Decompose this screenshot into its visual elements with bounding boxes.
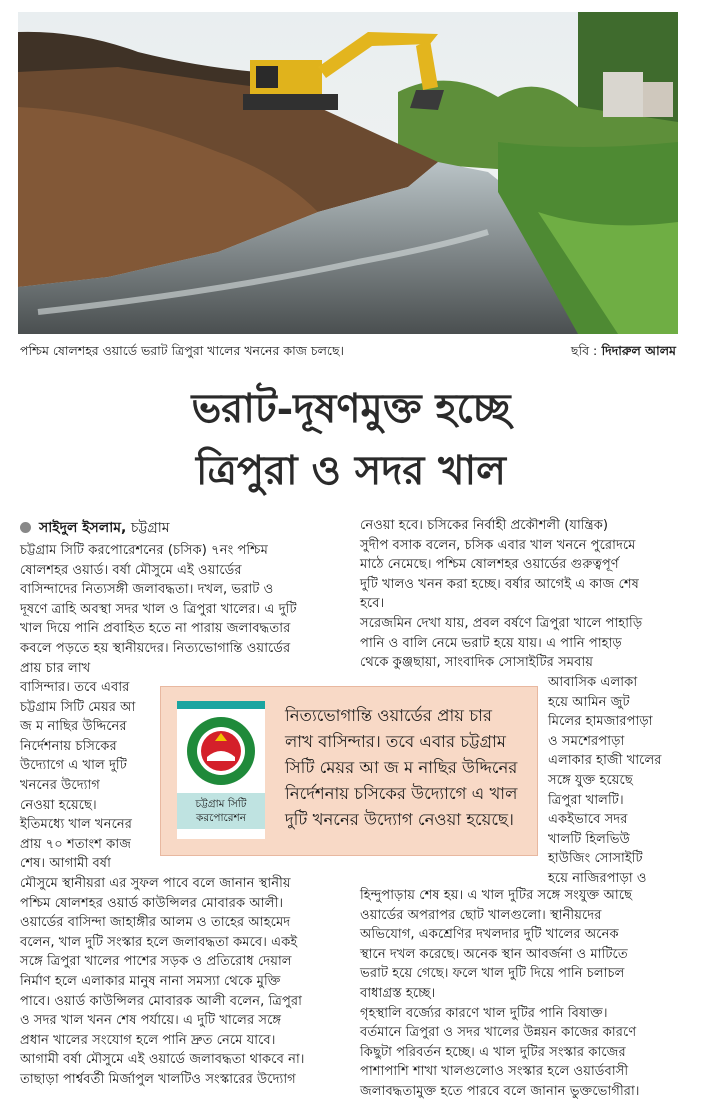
text-line: গৃহস্থালি বর্জ্যের কারণে খাল দুটির পানি বিষাক্ত। <box>360 1005 608 1021</box>
text-line: ভরাট হয়ে গেছে। ফলে খাল দুটি দিয়ে পানি চলাচল <box>360 966 625 982</box>
text-line: হয়ে নাজিরপাড়া ও <box>548 870 647 886</box>
pull-quote-text: নিত্যভোগান্তি ওয়ার্ডের প্রায় চার লাখ বাসিন্দার। তবে এবার চট্টগ্রাম সিটি মেয়র আ জ ম নাছির উদ্দিনের নির্দেশনায় চসিকের উদ্যোগে এ খাল দুটি খননের উদ্যোগ নেওয়া হয়েছে। <box>285 706 518 829</box>
text-line: আগামী বর্ষা মৌসুমে এই ওয়ার্ডে জলাবদ্ধতা থাকবে না। <box>20 1052 305 1068</box>
pull-quote-box <box>160 686 538 856</box>
credit-label: ছবি : <box>570 343 598 358</box>
headline-line-2: ত্রিপুরা ও সদর খাল <box>196 447 506 494</box>
text-line: সঙ্গে ত্রিপুরা খালের পাশের সড়ক ও প্রতিরোধ দেয়াল <box>20 954 292 970</box>
left-column-narrow <box>20 678 154 874</box>
text-line: উদ্যোগে এ খাল দুটি <box>20 758 127 774</box>
text-line: বাসিন্দার। তবে এবার <box>20 680 130 695</box>
text-line: বাসিন্দাদের নিত্যসঙ্গী জলাবদ্ধতা। দখল, ভরাট ও <box>20 582 274 598</box>
text-line: হয়ে আমিন জুট <box>548 694 630 710</box>
text-line: এলাকার হাজী খালের <box>548 753 662 769</box>
logo-caption <box>177 793 265 829</box>
bullet-icon <box>20 522 31 533</box>
text-line: নেওয়া হয়েছে। <box>20 797 97 813</box>
text-line: একইভাবে সদর <box>548 812 628 828</box>
text-line: জ ম নাছির উদ্দিনের <box>20 719 127 735</box>
headline <box>0 378 702 502</box>
text-line: পশ্চিম ষোলশহর ওয়ার্ড কাউন্সিলর মোবারক আলী। <box>20 895 284 911</box>
text-line: নেওয়া হবে। চসিকের নির্বাহী প্রকৌশলী (যান্ত্রিক) <box>360 518 609 533</box>
text-line: প্রায় ৭০ শতাংশ কাজ <box>20 836 132 852</box>
left-column-bottom <box>20 874 338 1090</box>
text-line: সুদীপ বসাক বলেন, চসিক এবার খাল খননে পুরোদমে <box>360 537 636 553</box>
text-line: ওয়ার্ডের বাসিন্দা জাহাঙ্গীর আলম ও তাহের আহমেদ <box>20 915 291 931</box>
photo-caption <box>20 343 676 363</box>
photo-credit <box>571 343 676 363</box>
article-photo <box>18 12 678 334</box>
text-line: সঙ্গে যুক্ত হয়েছে <box>548 772 633 788</box>
author-name: সাইদুল ইসলাম, <box>39 520 127 536</box>
left-column-top <box>20 541 338 678</box>
text-line: ত্রিপুরা খালটি। <box>548 792 624 808</box>
text-line: শেষ। আগামী বর্ষা <box>20 856 111 872</box>
text-line: ও সমশেরপাড়া <box>548 733 625 749</box>
text-line: ওয়ার্ডের অপরাপর ছোট খালগুলো। স্থানীয়দের <box>360 907 602 923</box>
text-line: আবাসিক এলাকা <box>548 675 638 690</box>
text-line: মিলের হামজারপাড়া <box>548 714 653 730</box>
text-line: নির্দেশনায় চসিকের <box>20 738 117 754</box>
text-line: বলেন, খাল দুটি সংস্কার হলে জলাবদ্ধতা কমবে। একই <box>20 934 298 950</box>
text-line: হিন্দুপাড়ায় শেষ হয়। এ খাল দুটির সঙ্গে সংযুক্ত আছে <box>360 888 633 903</box>
text-line: দূষণে ত্রাহি অবস্থা সদর খাল ও ত্রিপুরা খালের। এ দুটি <box>20 601 297 617</box>
text-line: ইতিমধ্যে খাল খননের <box>20 817 133 833</box>
excavator-icon <box>18 12 678 334</box>
right-column-top <box>360 516 678 673</box>
text-line: স্থানে দখল করেছে। অনেক স্থান আবর্জনা ও মাটিতে <box>360 946 628 962</box>
text-line: খালটি হিলভিউ <box>548 831 630 847</box>
logo-caption-line-2: করপোরেশন <box>196 812 246 824</box>
text-line: কিছুটা পরিবর্তন হচ্ছে। এ খাল দুটির সংস্কার কাজের <box>360 1044 626 1060</box>
text-line: ও সদর খাল খনন শেষ পর্যায়ে। এ দুটি খালের সঙ্গে <box>20 1013 282 1029</box>
text-line: থেকে কুঞ্জছায়া, সাংবাদিক সোসাইটির সমবায় <box>360 655 594 671</box>
text-line: ষোলশহর ওয়ার্ড। বর্ষা মৌসুমে এই ওয়ার্ডের <box>20 562 242 578</box>
text-line: চট্টগ্রাম সিটি করপোরেশনের (চসিক) ৭নং পশ্চিম <box>20 543 268 558</box>
text-line: দুটি খালও খনন করা হচ্ছে। বর্ষার আগেই এ কাজ শেষ <box>360 576 639 592</box>
right-column-narrow <box>548 673 682 889</box>
text-line: বাধাগ্রস্ত হচ্ছে। <box>360 985 436 1001</box>
text-line: চট্টগ্রাম সিটি মেয়র আ <box>20 699 136 715</box>
emblem-icon <box>185 715 257 787</box>
text-line: মাঠে নেমেছে। পশ্চিম ষোলশহর ওয়ার্ডের গুরুত্বপূর্ণ <box>360 557 619 573</box>
text-line: কবলে পড়তে হয় স্থানীয়দের। নিত্যভোগান্তি ওয়ার্ডের <box>20 640 291 656</box>
city-corporation-logo <box>177 701 265 839</box>
logo-caption-line-1: চট্টগ্রাম সিটি <box>195 798 247 810</box>
text-line: সরেজমিন দেখা যায়, প্রবল বর্ষণে ত্রিপুরা খালে পাহাড়ি <box>360 615 643 631</box>
credit-name: দিদারুল আলম <box>597 343 676 358</box>
text-line: নির্মাণ হলে এলাকার মানুষ নানা সমস্যা থেকে মুক্তি <box>20 973 281 989</box>
text-line: পাশাপাশি শাখা খালগুলোও সংস্কার হলে ওয়ার্ডবাসী <box>360 1064 629 1080</box>
logo-top-bar <box>177 701 265 709</box>
text-line: অভিযোগ, একশ্রেণির দখলদার দুটি খালের অনেক <box>360 927 619 943</box>
text-line: প্রধান খালের সংযোগ হলে পানি দ্রুত নেমে যাবে। <box>20 1032 276 1048</box>
headline-line-1: ভরাট-দূষণমুক্ত হচ্ছে <box>191 385 511 432</box>
text-line: হবে। <box>360 596 385 612</box>
text-line: পাবে। ওয়ার্ড কাউন্সিলর মোবারক আলী বলেন, ত্রিপুরা <box>20 993 302 1009</box>
text-line: বর্তমানে ত্রিপুরা ও সদর খালের উন্নয়ন কাজের কারণে <box>360 1025 637 1041</box>
text-line: পানি ও বালি নেমে ভরাট হয়ে যায়। এ পানি পাহাড় <box>360 635 622 651</box>
text-line: জলাবদ্ধতামুক্ত হতে পারবে বলে জানান ভুক্তভোগীরা। <box>360 1083 640 1099</box>
dateline-location: চট্টগ্রাম <box>126 520 170 536</box>
text-line: খননের উদ্যোগ <box>20 777 100 793</box>
text-line: প্রায় চার লাখ <box>20 660 91 676</box>
byline <box>20 516 170 540</box>
text-line: মৌসুমে স্থানীয়রা এর সুফল পাবে বলে জানান স্থানীয় <box>20 876 291 891</box>
text-line: হাউজিং সোসাইটি <box>548 851 643 867</box>
right-column-bottom <box>360 886 678 1102</box>
text-line: তাছাড়া পার্শ্ববর্তী মির্জাপুল খালটিও সংস্কারের উদ্যোগ <box>20 1071 296 1087</box>
caption-text: পশ্চিম ষোলশহর ওয়ার্ডে ভরাট ত্রিপুরা খালের খননের কাজ চলছে। <box>20 343 344 358</box>
text-line: খাল দিয়ে পানি প্রবাহিত হতে না পারায় জলাবদ্ধতার <box>20 621 291 637</box>
